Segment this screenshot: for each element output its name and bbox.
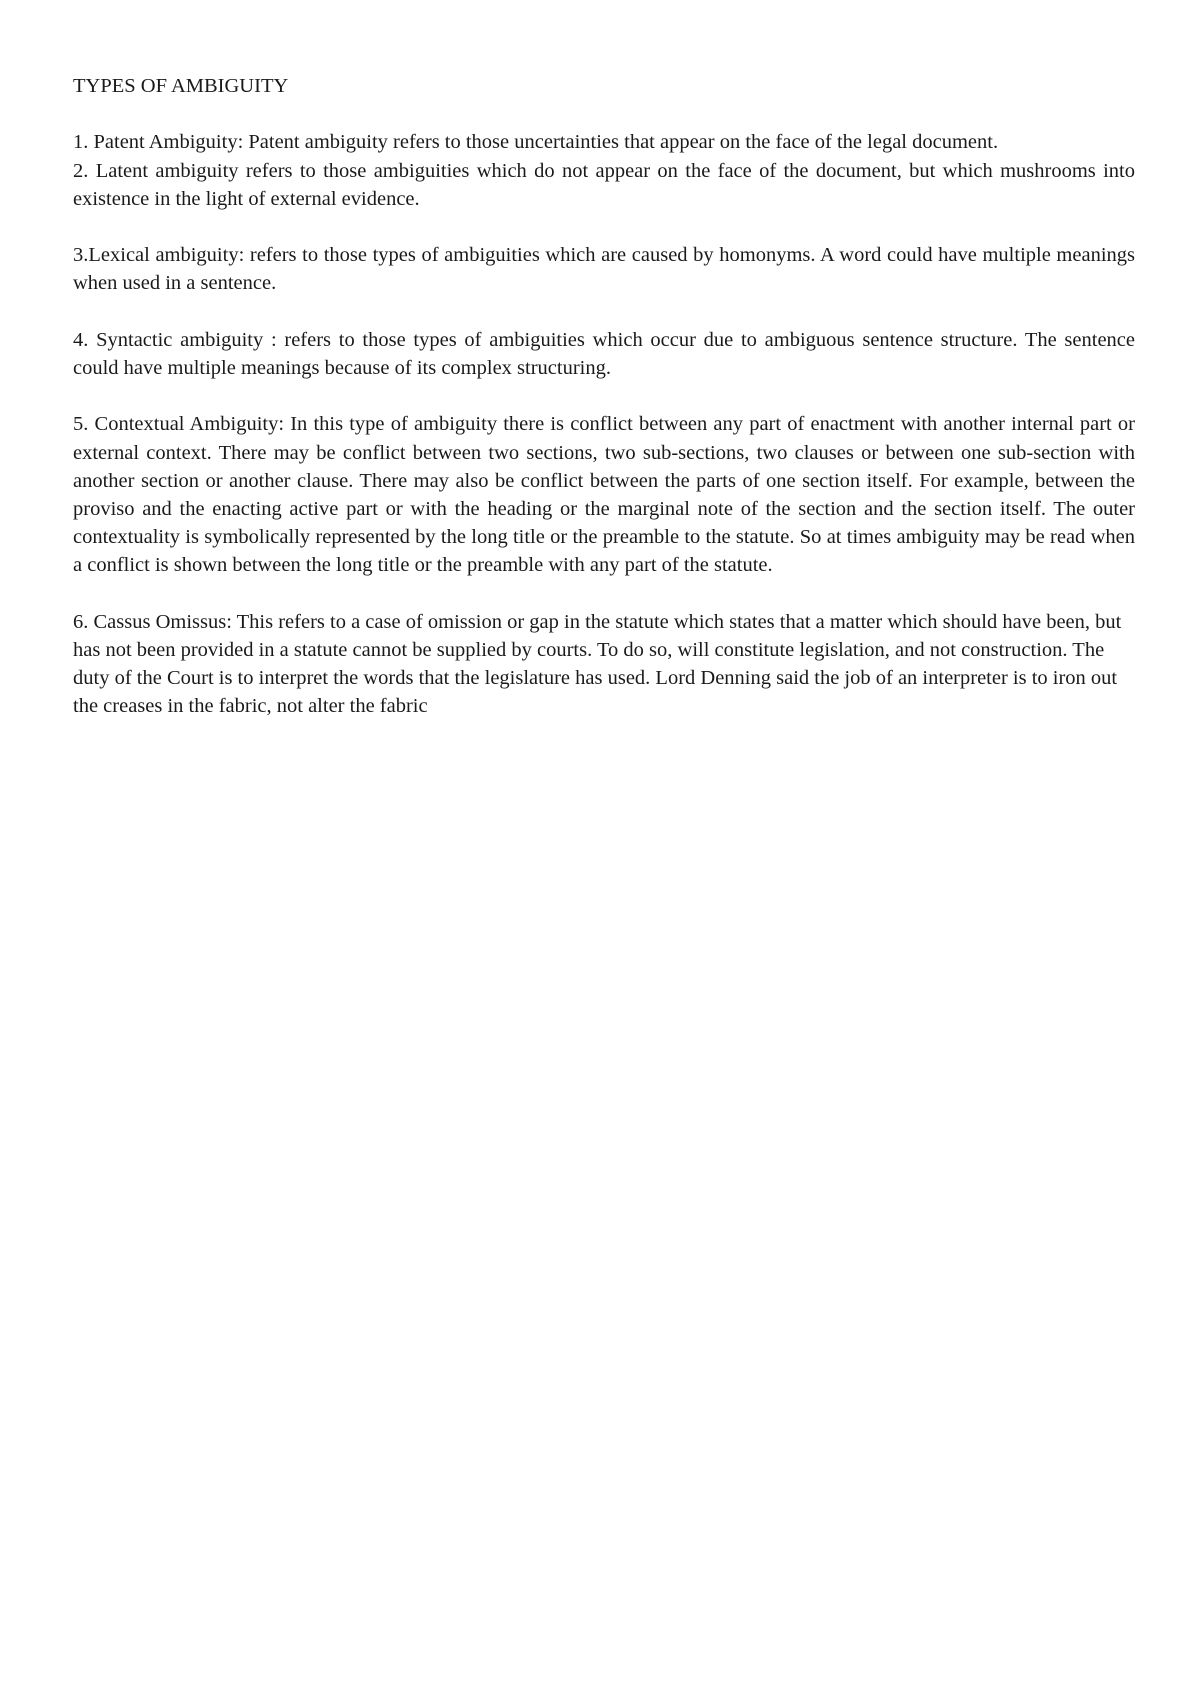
document-title: TYPES OF AMBIGUITY: [73, 75, 289, 97]
paragraph-cassus-omissus: 6. Cassus Omissus: This refers to a case of omission or gap in the statute which states that a matter which should have been, but has not been provided in a statute cannot be supplied by courts. To do so, will constitute legislation, and not construction. The duty of the Court is to interpret the words that the legislature has used. Lord Denning said the job of an interpreter is to iron out the creases in the fabric, not alter the fabric: [73, 610, 1122, 718]
paragraph-syntactic-ambiguity: 4. Syntactic ambiguity : refers to those types of ambiguities which occur due to ambiguous sentence structure. The sentence could have multiple meanings because of its complex structuring.: [73, 328, 1135, 379]
document-body: [73, 72, 1135, 721]
paragraph-patent-ambiguity: 1. Patent Ambiguity: Patent ambiguity refers to those uncertainties that appear on the face of the legal document.: [73, 131, 999, 154]
paragraph-contextual-ambiguity: 5. Contextual Ambiguity: In this type of ambiguity there is conflict between any part of enactment with another internal part or external context. There may be conflict between two sections, two sub-sections, two clauses or between one sub-section with another section or another clause. There may also be conflict between the parts of one section itself. For example, between the proviso and the enacting active part or with the heading or the marginal note of the section and the section itself. The outer contextuality is symbolically represented by the long title or the preamble to the statute. So at times ambiguity may be read when a conflict is shown between the long title or the preamble with any part of the statute.: [73, 413, 1135, 577]
paragraph-lexical-ambiguity: 3.Lexical ambiguity: refers to those types of ambiguities which are caused by homonyms. A word could have multiple meanings when used in a sentence.: [73, 244, 1135, 295]
paragraph-latent-ambiguity: 2. Latent ambiguity refers to those ambiguities which do not appear on the face of the document, but which mushrooms into existence in the light of external evidence.: [73, 159, 1135, 210]
